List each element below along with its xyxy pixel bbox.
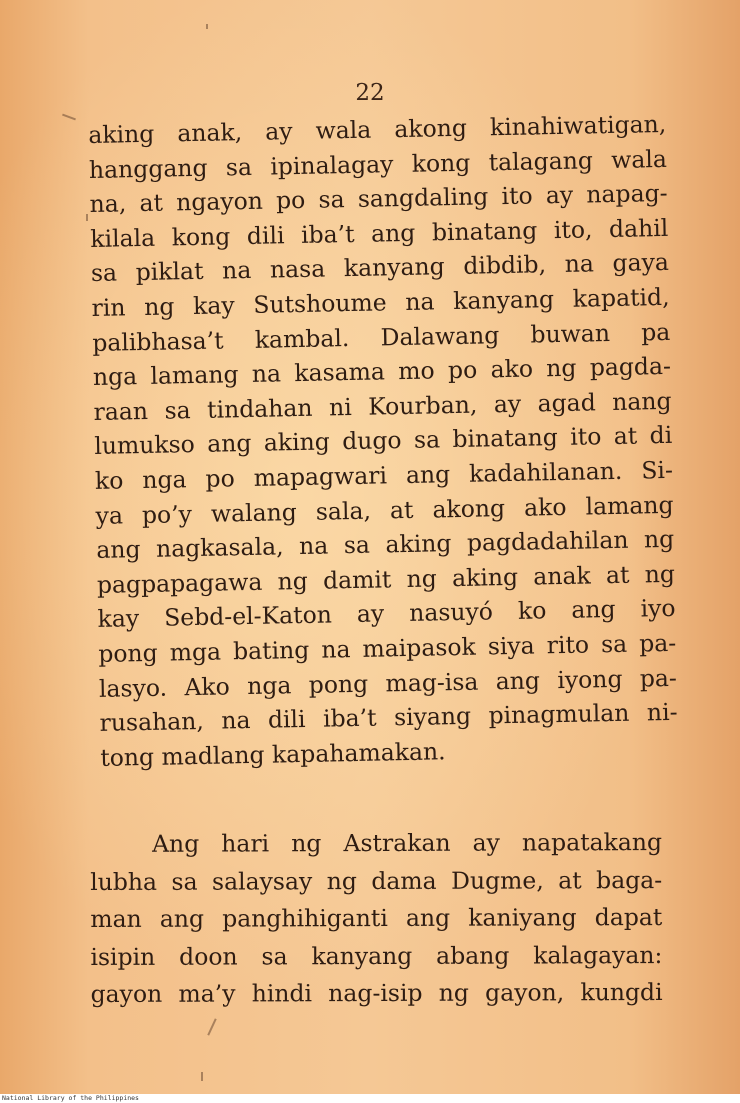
- ink-mark: [207, 1018, 216, 1035]
- text-line: Ang hari ng Astrakan ay napatakang: [152, 828, 663, 858]
- text-line: kay Sebd-el-Katon ay nasuyó ko ang iyo: [97, 594, 676, 634]
- text-line: lumukso ang aking dugo sa binatang ito at di: [94, 421, 673, 461]
- text-line: palibhasa’t kambal. Dalawang buwan pa: [92, 317, 671, 357]
- text-line: na, at ngayon po sa sangdaling ito ay napag-: [89, 179, 668, 219]
- ink-mark: [62, 114, 76, 121]
- text-line: gayon ma’y hindi nag-isip ng gayon, kungdi: [90, 978, 663, 1009]
- page-number: 22: [355, 80, 385, 106]
- text-line: tong madlang kapahamakan.: [100, 736, 446, 772]
- text-line: ang nagkasala, na sa aking pagdadahilan ng: [96, 524, 675, 565]
- text-line: lubha sa salaysay ng dama Dugme, at baga-: [90, 865, 663, 896]
- text-line: raan sa tindahan ni Kourban, ay agad nang: [93, 386, 672, 426]
- ink-mark: [206, 24, 208, 29]
- scan-credit: National Library of the Philippines: [2, 1094, 139, 1102]
- text-line: rusahan, na dili iba’t siyang pinagmulan ni-: [99, 697, 678, 737]
- text-line: man ang panghihiganti ang kaniyang dapat: [90, 903, 663, 934]
- paragraph-2: [90, 824, 663, 1014]
- text-line: pong mga bating na maipasok siya rito sa pa-: [98, 628, 677, 668]
- text-line: ko nga po mapagwari ang kadahilanan. Si-: [94, 455, 674, 495]
- text-line: pagpapagawa ng damit ng aking anak at ng: [96, 559, 676, 599]
- text-line: kilala kong dili iba’t ang binatang ito, dahil: [90, 213, 669, 253]
- paragraph-1: [88, 107, 679, 775]
- text-line: isipin doon sa kanyang abang kalagayan:: [90, 940, 663, 971]
- text-line: sa piklat na nasa kanyang dibdib, na gaya: [90, 248, 670, 288]
- text-line: nga lamang na kasama mo po ako ng pagda-: [92, 352, 672, 392]
- text-line: aking anak, ay wala akong kinahiwatigan,: [88, 109, 667, 149]
- ink-mark: [201, 1072, 203, 1081]
- text-line: hanggang sa ipinalagay kong talagang wala: [88, 144, 668, 184]
- text-line: lasyo. Ako nga pong mag-isa ang iyong pa-: [98, 663, 678, 703]
- text-line: rin ng kay Sutshoume na kanyang kapatid,: [91, 282, 670, 322]
- text-line: ya po’y walang sala, at akong ako lamang: [95, 490, 674, 530]
- ink-mark: [86, 214, 88, 221]
